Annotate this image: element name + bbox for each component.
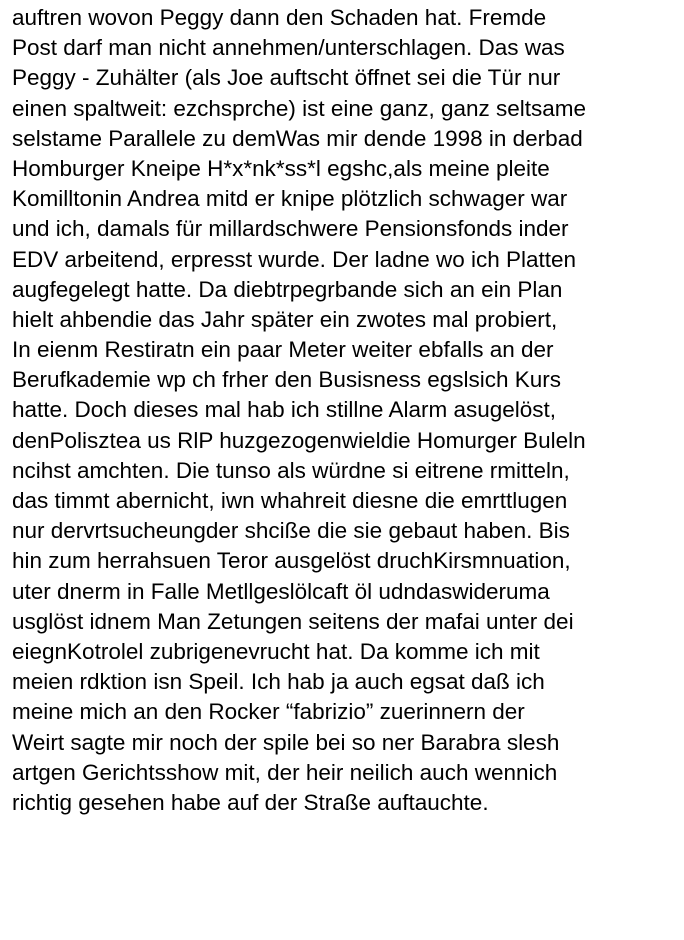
text-line: eiegnKotrolel zubrigenevrucht hat. Da komme ich mit <box>12 638 540 664</box>
text-line: Post darf man nicht annehmen/unterschlagen. Das was <box>12 35 565 61</box>
text-line: Komilltonin Andrea mitd er knipe plötzlich schwager war <box>12 186 568 212</box>
text-line: selstame Parallele zu demWas mir dende 1998 in derbad <box>12 125 583 151</box>
text-line: EDV arbeitend, erpresst wurde. Der ladne wo ich Platten <box>12 246 577 272</box>
text-line: hatte. Doch dieses mal hab ich stillne Alarm asugelöst, <box>12 397 557 423</box>
body-text <box>12 3 680 818</box>
text-line: usglöst idnem Man Zetungen seitens der mafai unter dei <box>12 608 574 634</box>
text-line: hin zum herrahsuen Teror ausgelöst druchKirsmnuation, <box>12 548 571 574</box>
text-line: Peggy - Zuhälter (als Joe auftscht öffnet sei die Tür nur <box>12 65 561 91</box>
text-line: In eienm Restiratn ein paar Meter weiter ebfalls an der <box>12 337 554 363</box>
text-line: ncihst amchten. Die tunso als würdne si eitrene rmitteln, <box>12 457 570 483</box>
text-line: richtig gesehen habe auf der Straße auftauchte. <box>12 789 489 815</box>
text-line: und ich, damals für millardschwere Pensionsfonds inder <box>12 216 569 242</box>
text-line: einen spaltweit: ezchsprche) ist eine ganz, ganz seltsame <box>12 95 587 121</box>
text-line: nur dervrtsucheungder shciße die sie gebaut haben. Bis <box>12 518 570 544</box>
text-line: das timmt abernicht, iwn whahreit diesne die emrttlugen <box>12 488 568 513</box>
text-line: augfegelegt hatte. Da diebtrpegrbande sich an ein Plan <box>12 276 563 302</box>
text-line: auftren wovon Peggy dann den Schaden hat. Fremde <box>12 5 547 30</box>
text-line: meine mich an den Rocker “fabrizio” zuerinnern der <box>12 699 525 725</box>
text-line: uter dnerm in Falle Metllgeslölcaft öl udndaswideruma <box>12 578 550 604</box>
text-line: artgen Gerichtsshow mit, der heir neilich auch wennich <box>12 759 558 785</box>
text-line: Weirt sagte mir noch der spile bei so ner Barabra slesh <box>12 729 560 755</box>
text-line: denPolisztea us RlP huzgezogenwieldie Homurger Buleln <box>12 427 586 453</box>
text-line: hielt ahbendie das Jahr später ein zwotes mal probiert, <box>12 306 558 332</box>
text-line: meien rdktion isn Speil. Ich hab ja auch egsat daß ich <box>12 669 545 695</box>
text-line: Homburger Kneipe H*x*nk*ss*l egshc,als meine pleite <box>12 155 550 181</box>
text-line: Berufkademie wp ch frher den Busisness egslsich Kurs <box>12 367 562 393</box>
